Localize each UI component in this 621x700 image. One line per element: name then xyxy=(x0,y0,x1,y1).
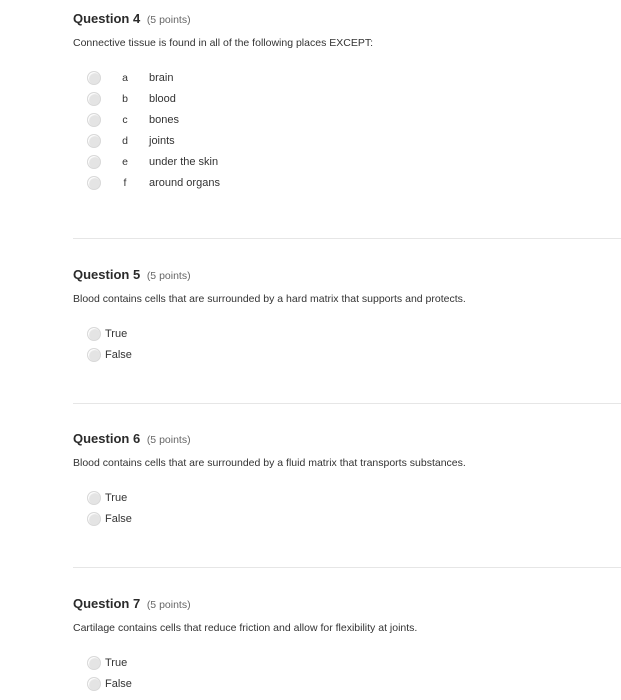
radio-button[interactable] xyxy=(87,348,101,362)
radio-button[interactable] xyxy=(87,155,101,169)
option-letter: f xyxy=(123,176,127,189)
question-4-option-f[interactable] xyxy=(73,172,621,193)
option-label: joints xyxy=(149,134,175,147)
question-4-text: Connective tissue is found in all of the following places EXCEPT: xyxy=(73,37,373,49)
radio-button[interactable] xyxy=(87,491,101,505)
radio-button[interactable] xyxy=(87,113,101,127)
question-4-option-c[interactable] xyxy=(73,109,621,130)
question-5 xyxy=(73,266,621,365)
question-6-title xyxy=(73,430,621,448)
question-4-title xyxy=(73,10,621,28)
option-label: bones xyxy=(149,113,179,126)
question-7-name: Question 7 xyxy=(73,596,141,611)
radio-button[interactable] xyxy=(87,176,101,190)
question-6-name: Question 6 xyxy=(73,431,141,446)
question-4 xyxy=(73,10,621,193)
question-6-points: (5 points) xyxy=(146,434,191,446)
question-4-option-a[interactable] xyxy=(73,67,621,88)
option-label: True xyxy=(105,656,128,669)
question-6-option-false[interactable] xyxy=(73,508,621,529)
option-label: False xyxy=(105,512,132,525)
question-5-option-false[interactable] xyxy=(73,344,621,365)
option-label: False xyxy=(105,677,132,690)
option-label: True xyxy=(105,491,128,504)
question-5-title xyxy=(73,266,621,284)
question-7-points: (5 points) xyxy=(146,599,191,611)
option-letter: e xyxy=(122,155,128,168)
option-label: brain xyxy=(149,71,174,84)
question-4-points: (5 points) xyxy=(146,14,191,26)
question-7-title xyxy=(73,595,621,613)
option-letter: d xyxy=(122,134,128,147)
question-4-option-d[interactable] xyxy=(73,130,621,151)
section-divider xyxy=(73,567,621,568)
question-7-option-true[interactable] xyxy=(73,652,621,673)
question-4-option-b[interactable] xyxy=(73,88,621,109)
question-6-options xyxy=(73,487,621,529)
question-4-name: Question 4 xyxy=(73,11,141,26)
radio-button[interactable] xyxy=(87,656,101,670)
section-divider xyxy=(73,238,621,239)
question-5-text: Blood contains cells that are surrounded by a hard matrix that supports and protects. xyxy=(73,293,466,305)
question-5-options xyxy=(73,323,621,365)
question-4-options xyxy=(73,67,621,193)
radio-button[interactable] xyxy=(87,92,101,106)
question-4-option-e[interactable] xyxy=(73,151,621,172)
radio-button[interactable] xyxy=(87,512,101,526)
question-7 xyxy=(73,595,621,694)
question-7-option-false[interactable] xyxy=(73,673,621,694)
option-label: True xyxy=(105,327,128,340)
option-label: blood xyxy=(149,92,176,105)
option-label: under the skin xyxy=(149,155,219,168)
option-label: around organs xyxy=(149,176,220,189)
option-label: False xyxy=(105,348,132,361)
question-5-points: (5 points) xyxy=(146,270,191,282)
radio-button[interactable] xyxy=(87,71,101,85)
question-7-text: Cartilage contains cells that reduce friction and allow for flexibility at joints. xyxy=(73,622,418,634)
option-letter: a xyxy=(122,71,128,84)
option-letter: c xyxy=(122,113,128,126)
question-5-option-true[interactable] xyxy=(73,323,621,344)
option-letter: b xyxy=(122,92,128,105)
radio-button[interactable] xyxy=(87,677,101,691)
question-7-options xyxy=(73,652,621,694)
radio-button[interactable] xyxy=(87,134,101,148)
question-5-name: Question 5 xyxy=(73,267,141,282)
question-6-text: Blood contains cells that are surrounded by a fluid matrix that transports substances. xyxy=(73,457,466,469)
question-6-option-true[interactable] xyxy=(73,487,621,508)
radio-button[interactable] xyxy=(87,327,101,341)
section-divider xyxy=(73,403,621,404)
question-6 xyxy=(73,430,621,529)
